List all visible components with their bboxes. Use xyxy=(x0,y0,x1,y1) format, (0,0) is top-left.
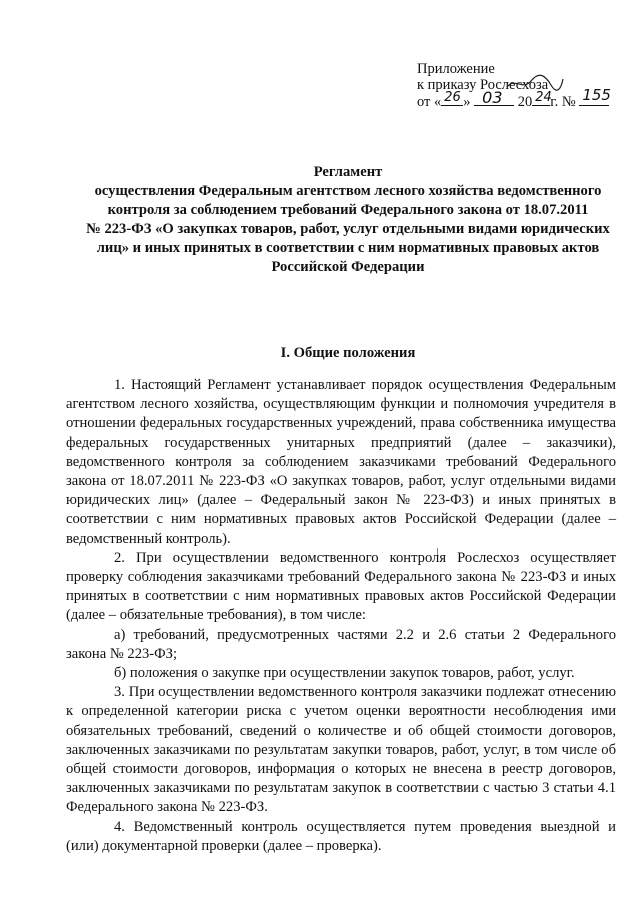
title-heading: Регламент xyxy=(313,164,383,180)
number-value: 155 xyxy=(582,86,611,104)
date-prefix: от « xyxy=(417,94,442,110)
year-value: 24 xyxy=(535,90,552,105)
month-value: 03 xyxy=(482,88,503,107)
appendix-order-text: к приказу Рослесхоза xyxy=(417,77,549,93)
appendix-date-line xyxy=(417,86,632,110)
year-suffix: г. № xyxy=(550,94,576,110)
appendix-label: Приложение xyxy=(417,61,495,77)
document-body xyxy=(66,376,616,856)
paragraph-2: 2. При осуществлении ведомственного контроля Рослесхоз осуществляет проверку соблюдения заказчиками требований Федерального закона № 223-ФЗ и иных принятых в соответствии с ним нормативных правовых актов Российской Федерации (далее – обязательные требования), в том числе: xyxy=(66,549,616,624)
section-heading: I. Общие положения xyxy=(280,345,416,361)
document-title xyxy=(60,163,636,277)
title-line-5: Российской Федерации xyxy=(271,259,425,275)
paragraph-2b: б) положения о закупке при осуществлении закупок товаров, работ, услуг. xyxy=(114,665,575,682)
year-field xyxy=(532,90,552,106)
title-line-2: контроля за соблюдением требований Федерального закона от 18.07.2011 xyxy=(107,202,589,218)
month-field xyxy=(474,88,514,107)
date-quote-close: » xyxy=(463,94,471,110)
day-value: 26 xyxy=(444,90,461,105)
day-field xyxy=(441,90,463,106)
paragraph-4: 4. Ведомственный контроль осуществляется путем проведения выездной и (или) документарной проверки (далее – проверка). xyxy=(66,818,616,854)
number-field xyxy=(579,86,611,106)
paragraph-3: 3. При осуществлении ведомственного контроля заказчики подлежат отнесению к определенной категории риска с учетом оценки вероятности несоблюдения ими обязательных требований, сведений о количестве и об общей стоимости договоров, заключенных заказчиками по результатам закупки товаров, работ, услуг, в том числе об общей стоимости договоров, информация о которых не внесена в реестр договоров, заключенных заказчиками по результатам закупок в соответствии с частью 3 статьи 4.1 Федерального закона № 223-ФЗ. xyxy=(66,684,616,816)
title-line-1: осуществления Федеральным агентством лесного хозяйства ведомственного xyxy=(94,183,602,199)
title-line-3: № 223-ФЗ «О закупках товаров, работ, услуг отдельными видами юридических xyxy=(86,221,610,237)
paragraph-2a: а) требований, предусмотренных частями 2.2 и 2.6 статьи 2 Федерального закона № 223-ФЗ; xyxy=(66,626,616,662)
year-prefix: 20 xyxy=(517,94,533,110)
appendix-block xyxy=(417,61,632,110)
title-line-4: лиц» и иных принятых в соответствии с ним нормативных правовых актов xyxy=(96,240,600,256)
paragraph-1: 1. Настоящий Регламент устанавливает порядок осуществления Федеральным агентством лесного хозяйства, осуществляющим функции и полномочия учредителя в отношении федеральных государственных учреждений, права собственника имущества федеральных государственных унитарных предприятий (далее – заказчики), ведомственного контроля за соблюдением заказчиками требований Федерального закона от 18.07.2011 № 223-ФЗ «О закупках товаров, работ, услуг отдельными видами юридических лиц» (далее – Федеральный закон № 223-ФЗ) и иных принятых в соответствии с ним нормативных правовых актов Российской Федерации (далее – ведомственный контроль). xyxy=(66,377,616,547)
